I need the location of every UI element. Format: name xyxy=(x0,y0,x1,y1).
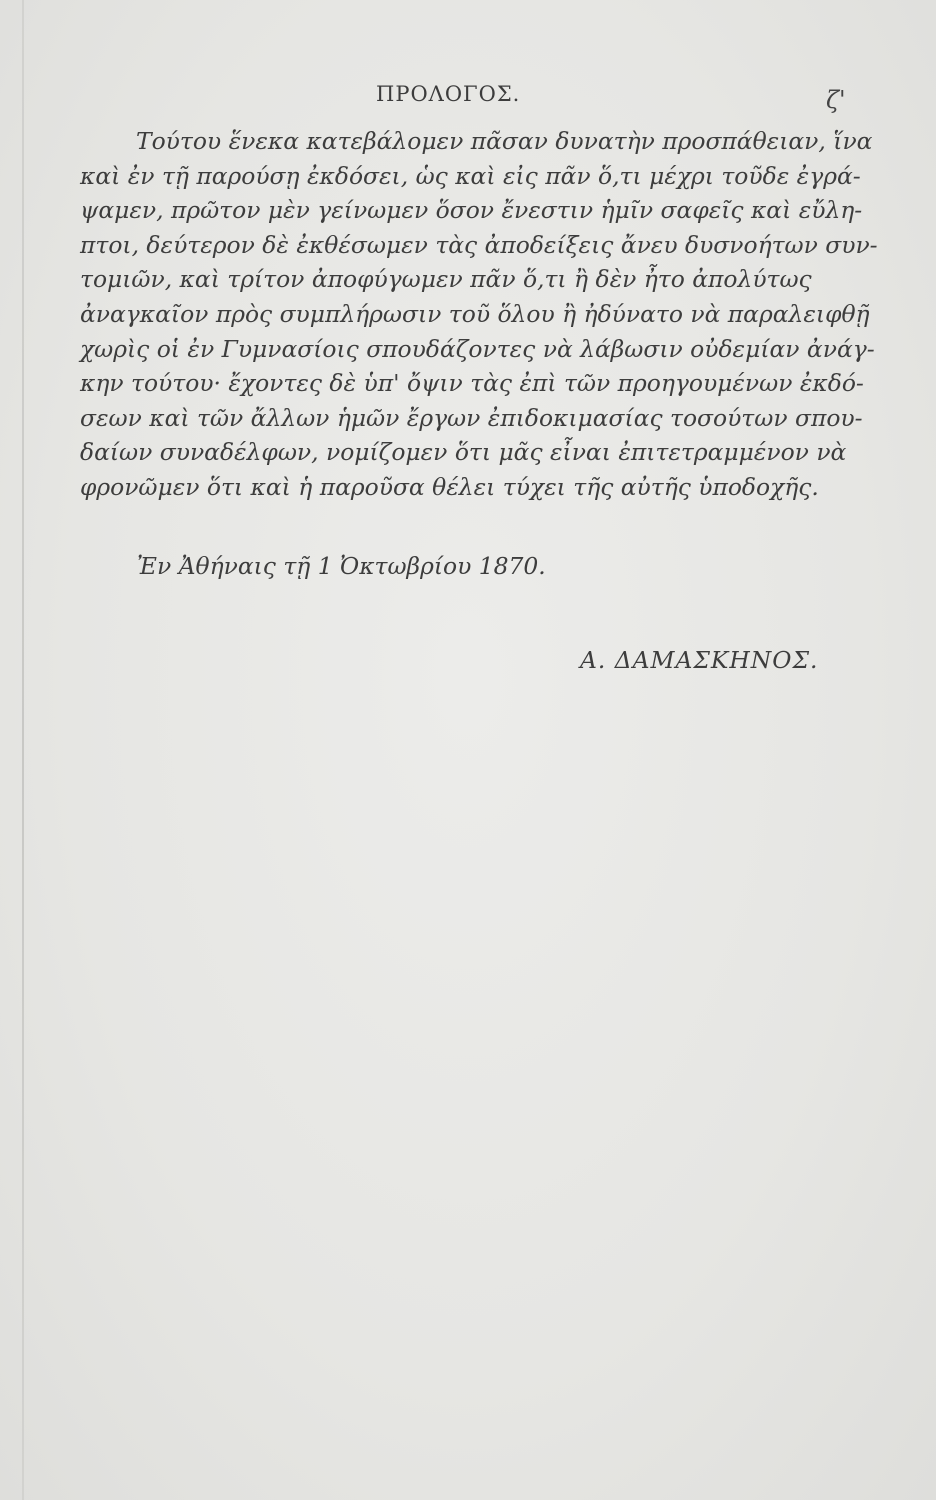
text-line: κην τούτου· ἔχοντες δὲ ὑπ' ὄψιν τὰς ἐπὶ τῶν προηγουμένων ἐκδό- xyxy=(80,369,864,398)
text-line: δαίων συναδέλφων, νομίζομεν ὅτι μᾶς εἶναι ἐπιτετραμμένον νὰ xyxy=(80,438,847,467)
text-line: ψαμεν, πρῶτον μὲν γείνωμεν ὅσον ἔνεστιν ἡμῖν σαφεῖς καὶ εὔλη- xyxy=(80,196,863,225)
page-number: ζ' xyxy=(826,86,846,114)
text-line: φρονῶμεν ὅτι καὶ ἡ παροῦσα θέλει τύχει τῆς αὐτῆς ὑποδοχῆς. xyxy=(80,472,819,501)
dateline: Ἐν Ἀθήναις τῇ 1 Ὀκτωβρίου 1870. xyxy=(137,552,546,580)
running-head-title: ΠΡΟΛΟΓΟΣ. xyxy=(376,82,521,106)
preface-paragraph xyxy=(80,124,878,505)
text-line: πτοι, δεύτερον δὲ ἐκθέσωμεν τὰς ἀποδείξεις ἄνευ δυσνοήτων συν- xyxy=(80,230,878,259)
text-line: χωρὶς οἱ ἐν Γυμνασίοις σπουδάζοντες νὰ λάβωσιν οὐδεμίαν ἀνάγ- xyxy=(80,334,875,363)
text-line: Τούτου ἕνεκα κατεβάλομεν πᾶσαν δυνατὴν προσπάθειαν, ἵνα xyxy=(136,127,873,155)
text-line: ἀναγκαῖον πρὸς συμπλήρωσιν τοῦ ὅλου ἢ ἠδύνατο νὰ παραλειφθῇ xyxy=(80,299,870,328)
author-signature: Α. ΔΑΜΑΣΚΗΝΟΣ. xyxy=(580,646,819,674)
text-line: σεων καὶ τῶν ἄλλων ἡμῶν ἔργων ἐπιδοκιμασίας τοσούτων σπου- xyxy=(80,403,863,432)
binding-edge-shadow xyxy=(22,0,24,1500)
text-line: καὶ ἐν τῇ παρούσῃ ἐκδόσει, ὡς καὶ εἰς πᾶν ὅ,τι μέχρι τοῦδε ἐγρά- xyxy=(80,161,861,190)
text-line: τομιῶν, καὶ τρίτον ἀποφύγωμεν πᾶν ὅ,τι ἢ δὲν ἦτο ἀπολύτως xyxy=(80,265,812,294)
